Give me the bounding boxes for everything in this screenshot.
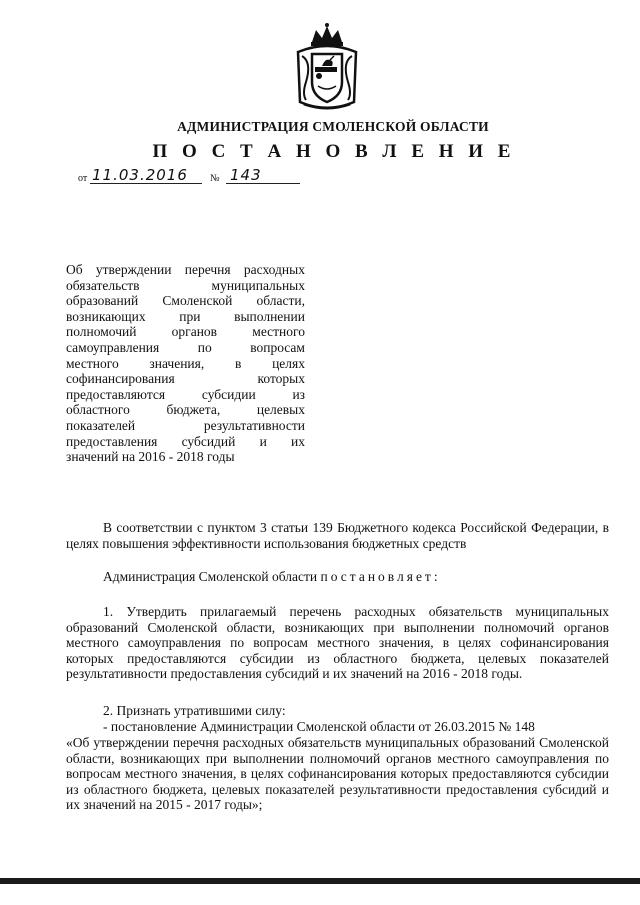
title-word: субсидии	[201, 386, 256, 402]
title-word: при	[179, 308, 201, 324]
number-prefix: №	[210, 173, 220, 184]
title-word: предоставления	[66, 433, 158, 449]
title-word: и	[259, 433, 267, 449]
title-word: бюджета,	[166, 402, 221, 418]
organization-name: АДМИНИСТРАЦИЯ СМОЛЕНСКОЙ ОБЛАСТИ	[177, 119, 489, 134]
title-word: полномочий	[66, 324, 137, 340]
title-word: субсидий	[181, 433, 236, 449]
title-word: в	[234, 355, 242, 371]
title-line	[66, 324, 305, 340]
coat-of-arms-icon	[292, 22, 362, 114]
title-word: области,	[256, 293, 305, 309]
title-word: их	[290, 433, 305, 449]
title-word: утверждении	[95, 262, 172, 277]
title-word: выполнении	[234, 308, 305, 324]
handwritten-number: 143	[230, 166, 262, 184]
title-word: софинансирования	[66, 371, 175, 387]
title-line	[66, 449, 305, 465]
decree-phrase	[66, 569, 609, 585]
title-line	[66, 356, 305, 372]
title-line	[66, 262, 305, 278]
clause-2-item: - постановление Администрации Смоленской области от 26.03.2015 № 148	[103, 719, 535, 734]
page-bottom-border	[0, 878, 640, 884]
title-word: образований	[66, 293, 139, 309]
title-line	[66, 371, 305, 387]
title-word: значения,	[149, 355, 205, 371]
title-word: значений на 2016 - 2018 годы	[66, 449, 235, 465]
clause-2: 2. Признать утратившими силу:	[103, 703, 286, 718]
title-word: самоуправления	[66, 339, 160, 355]
title-line	[66, 402, 305, 418]
title-line	[66, 387, 305, 403]
title-word: органов	[171, 324, 218, 340]
title-word: целевых	[256, 402, 305, 418]
date-number-line	[78, 166, 318, 186]
title-word: муниципальных	[211, 277, 305, 293]
title-word: которых	[257, 371, 305, 387]
title-word: перечня	[184, 262, 231, 277]
title-line	[66, 278, 305, 294]
clause-2-item-title: «Об утверждении перечня расходных обязательств муниципальных образований Смоленской области, возникающих при выполнении полномочий органов местного самоуправления по вопросам местного значения, в целях софинансирования которых предоставляются субсидии из областного бюджета, целевых показателей результативности предоставления субсидий и их значений на 2015 - 2017 годы»;	[66, 735, 609, 813]
title-line	[66, 418, 305, 434]
decree-keyword: постановляет:	[320, 569, 441, 584]
decree-lead: Администрация Смоленской области	[103, 569, 321, 584]
title-word: предоставляются	[66, 386, 166, 402]
title-word: обязательств	[66, 277, 140, 293]
title-word: местного	[66, 355, 119, 371]
title-word: целях	[272, 355, 305, 371]
title-word: показателей	[66, 417, 136, 433]
clause-1: 1. Утвердить прилагаемый перечень расходных обязательств муниципальных образований Смоленской области, возникающих при выполнении полномочий органов местного самоуправления по вопросам местного значения, в целях софинансирования которых предоставляются субсидии из областного бюджета, целевых показателей результативности предоставления субсидий и их значений на 2016 - 2018 годы.	[66, 604, 609, 682]
title-word: по	[197, 339, 212, 355]
title-word: Об	[66, 262, 83, 277]
title-line	[66, 340, 305, 356]
title-word: из	[292, 386, 305, 402]
title-line	[66, 293, 305, 309]
title-word: результативности	[203, 417, 305, 433]
title-word: вопросам	[250, 339, 305, 355]
title-line	[66, 434, 305, 450]
date-prefix: от	[78, 173, 88, 184]
title-word: Смоленской	[162, 293, 233, 309]
title-word: местного	[252, 324, 305, 340]
title-word: расходных	[243, 262, 305, 277]
preamble-paragraph: В соответствии с пунктом 3 статьи 139 Бюджетного кодекса Российской Федерации, в целях повышения эффективности использования бюджетных средств	[66, 520, 609, 551]
document-type: П О С Т А Н О В Л Е Н И Е	[152, 141, 516, 162]
title-line	[66, 309, 305, 325]
document-title	[66, 262, 305, 465]
handwritten-date: 11.03.2016	[92, 166, 188, 184]
title-word: областного	[66, 402, 130, 418]
title-word: возникающих	[66, 308, 146, 324]
